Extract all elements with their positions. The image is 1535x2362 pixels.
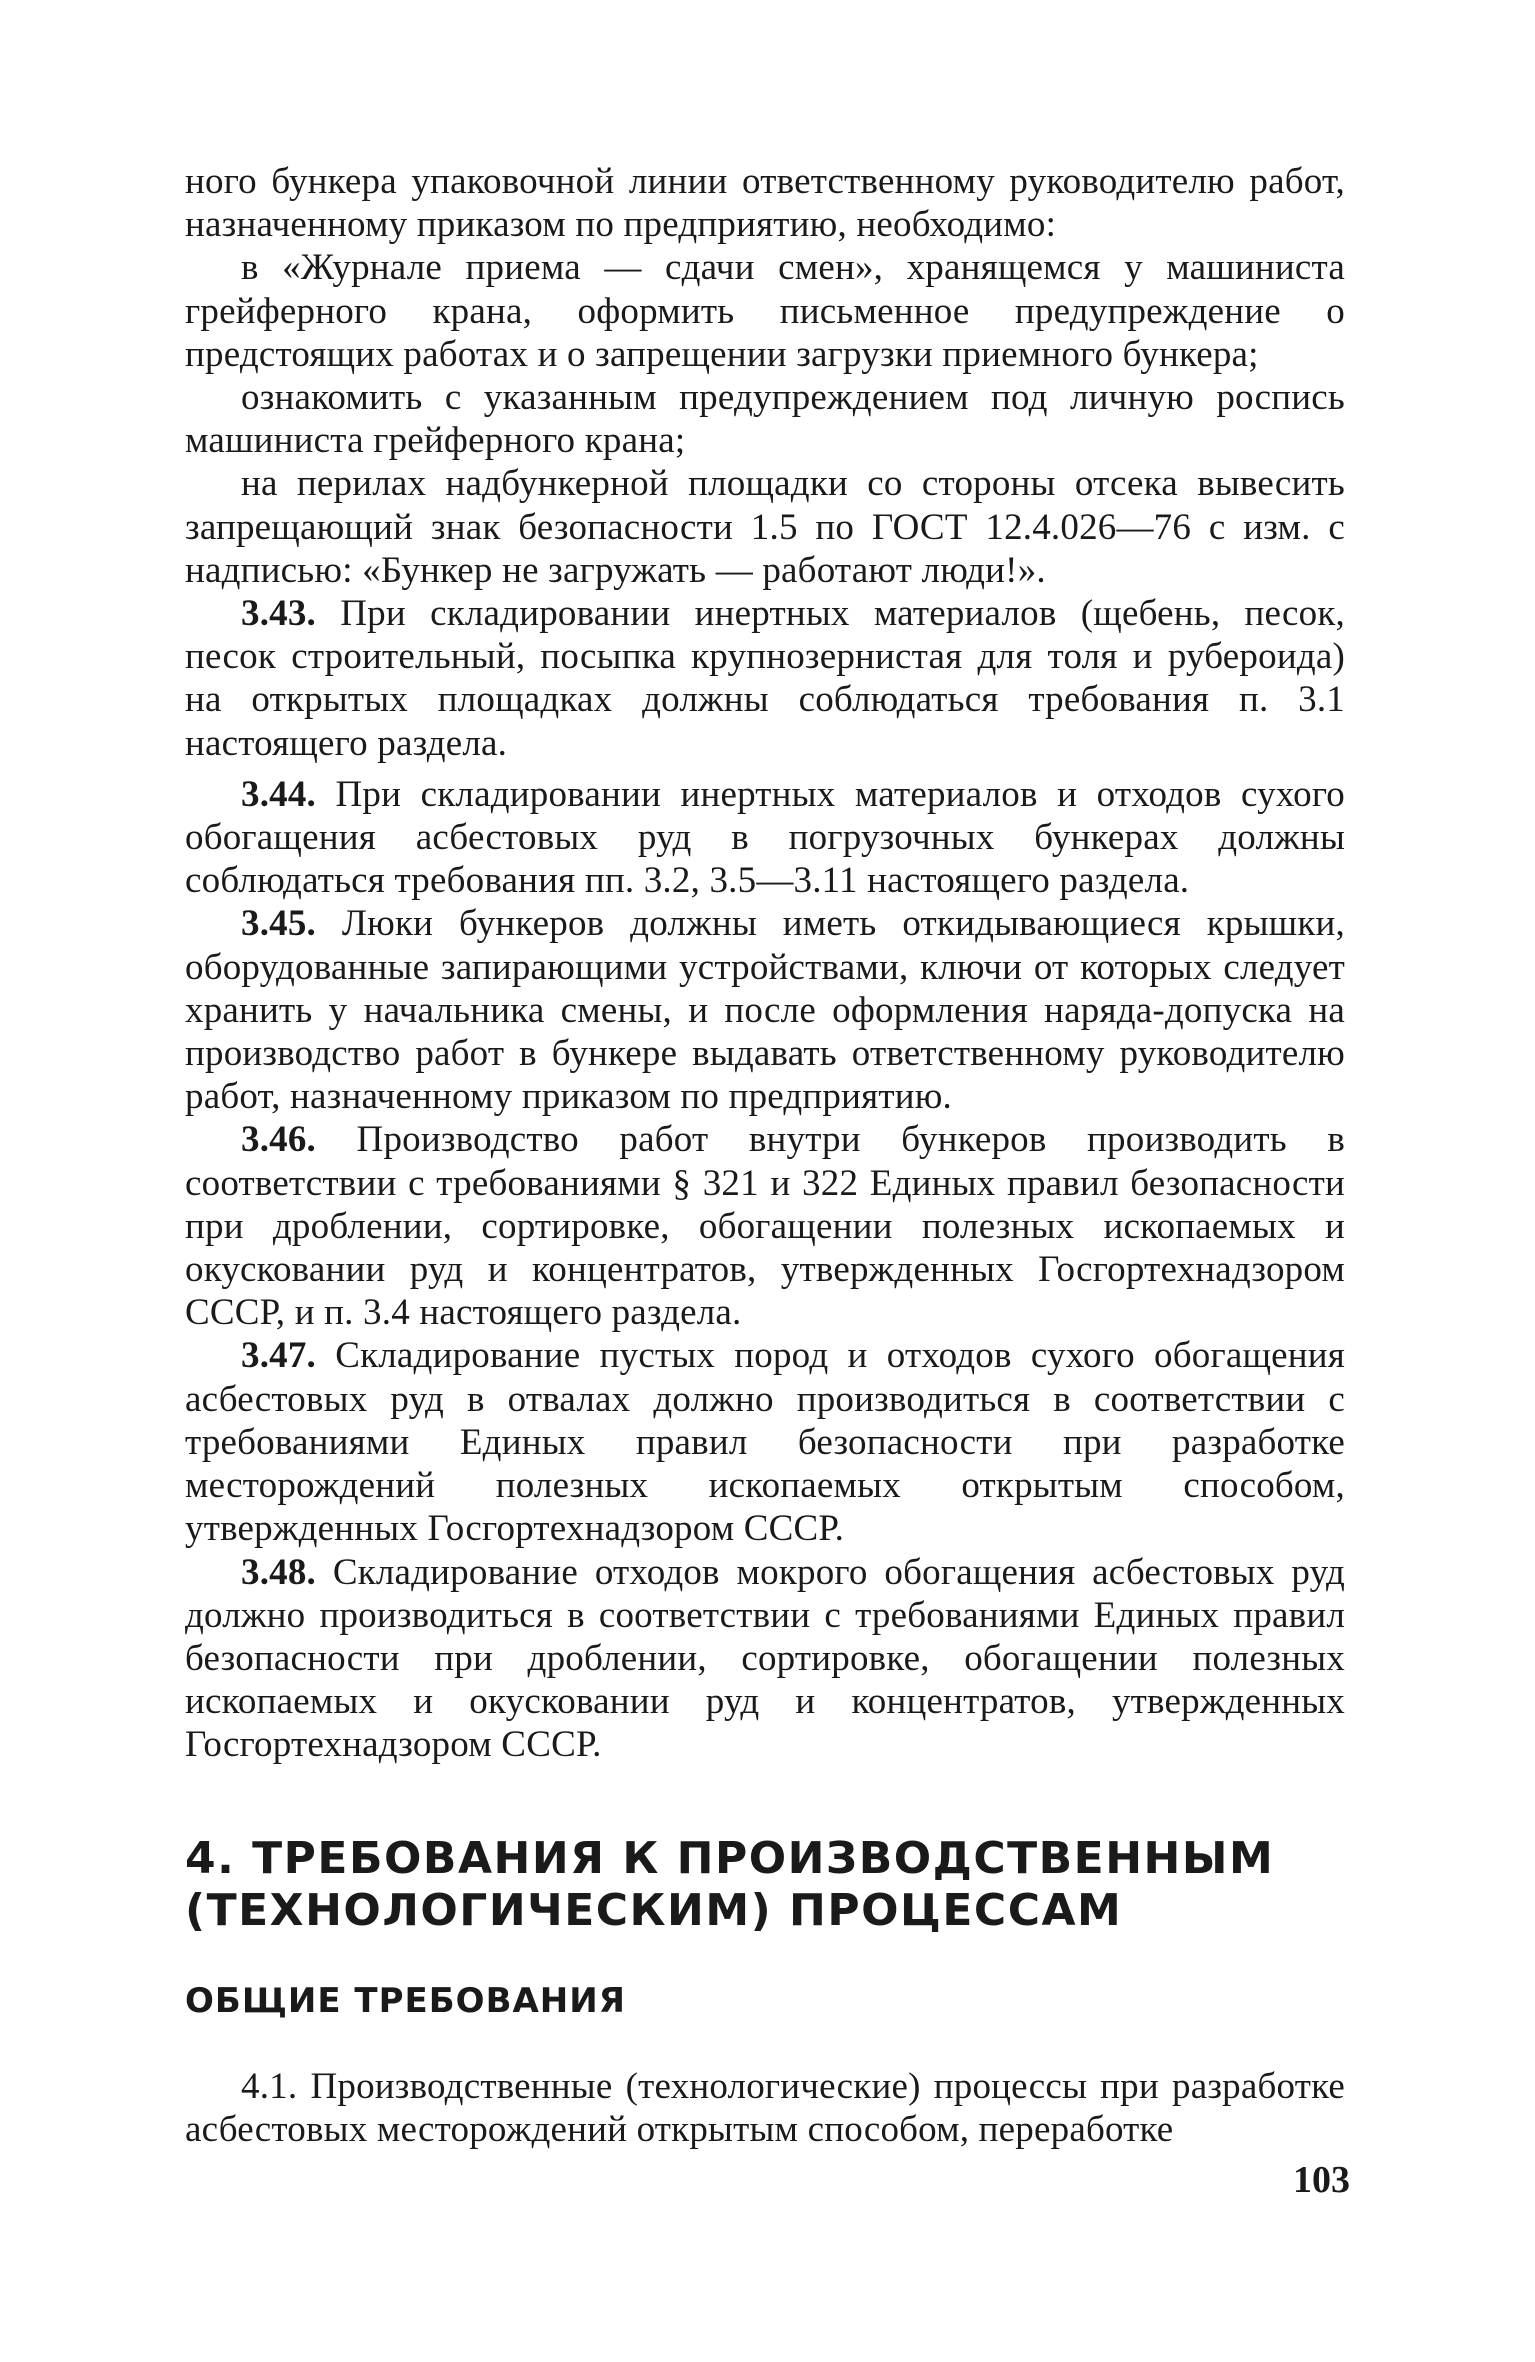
paragraph-continuation: ного бункера упаковочной линии ответственному руководителю работ, назначенному приказом по предприятию, необходимо:	[185, 161, 1345, 246]
clause-text: Складирование пустых пород и отходов сухого обогащения асбестовых руд в отвалах должно производиться в соответствии с требованиями Единых правил безопасности при разработке месторождений полезных ископаемых открытым способом, утвержденных Госгортехнадзором СССР.	[185, 1335, 1346, 1550]
clause-3-46	[185, 1118, 1345, 1334]
section-title	[185, 1833, 1345, 1937]
clause-text: Производство работ внутри бункеров производить в соответствии с требованиями § 321 и 322 Единых правил безопасности при дроблении, сортировке, обогащении полезных ископаемых и окусковании руд и концентратов, утвержденных Госгортехнадзором СССР, и п. 3.4 настоящего раздела.	[185, 1119, 1345, 1334]
paragraph-sign: на перилах надбункерной площадки со стороны отсека вывесить запрещающий знак безопасности 1.5 по ГОСТ 12.4.026—76 с изм. с надписью: «Бункер не загружать — работают люди!».	[185, 463, 1345, 591]
clause-text: Люки бункеров должны иметь откидывающиеся крышки, оборудованные запирающими устройствами, ключи от которых следует хранить у начальника смены, и после оформления наряда-допуска на производство работ в бункере выдавать ответственному руководителю работ, назначенному приказом по предприятию.	[185, 903, 1345, 1118]
clause-text: При складировании инертных материалов и отходов сухого обогащения асбестовых руд в погрузочных бункерах должны соблюдаться требования пп. 3.2, 3.5—3.11 настоящего раздела.	[185, 773, 1346, 902]
clause-3-48	[185, 1551, 1345, 1767]
paragraph-journal: в «Журнале приема — сдачи смен», хранящемся у машиниста грейферного крана, оформить письменное предупреждение о предстоящих работах и о запрещении загрузки приемного бункера;	[185, 247, 1345, 375]
clause-text: Складирование отходов мокрого обогащения асбестовых руд должно производиться в соответствии с требованиями Единых правил безопасности при дроблении, сортировке, обогащении полезных ископаемых и окусковании руд и концентратов, утвержденных Госгортехнадзором СССР.	[185, 1551, 1345, 1766]
clause-number: 3.43.	[241, 593, 316, 635]
paragraph-acquaint: ознакомить с указанным предупреждением под личную роспись машиниста грейферного крана;	[185, 377, 1345, 462]
clause-3-45	[185, 902, 1345, 1118]
clause-3-44	[185, 773, 1345, 903]
clause-number: 3.46.	[241, 1119, 316, 1161]
clause-text: При складировании инертных материалов (щебень, песок, песок строительный, посыпка крупнозернистая для толя и рубероида) на открытых площадках должны соблюдаться требования п. 3.1 настоящего раздела.	[185, 593, 1345, 764]
clause-4-1	[185, 2065, 1345, 2151]
clause-number: 3.48.	[241, 1551, 316, 1593]
clause-3-47	[185, 1334, 1345, 1550]
clause-number: 4.1.	[241, 2065, 298, 2107]
document-page	[185, 160, 1345, 2151]
section-title-line-2: (ТЕХНОЛОГИЧЕСКИМ) ПРОЦЕССАМ	[185, 1884, 1123, 1936]
clause-number: 3.47.	[241, 1335, 316, 1377]
section-title-line-1: 4. ТРЕБОВАНИЯ К ПРОИЗВОДСТВЕННЫМ	[185, 1832, 1275, 1884]
clause-3-43	[185, 592, 1345, 765]
subsection-title: ОБЩИЕ ТРЕБОВАНИЯ	[185, 1980, 626, 2021]
clause-text: Производственные (технологические) процессы при разработке асбестовых месторождений открытым способом, переработке	[185, 2065, 1345, 2150]
clause-number: 3.44.	[241, 773, 316, 815]
page-number: 103	[1293, 2159, 1350, 2201]
clause-number: 3.45.	[241, 903, 316, 945]
